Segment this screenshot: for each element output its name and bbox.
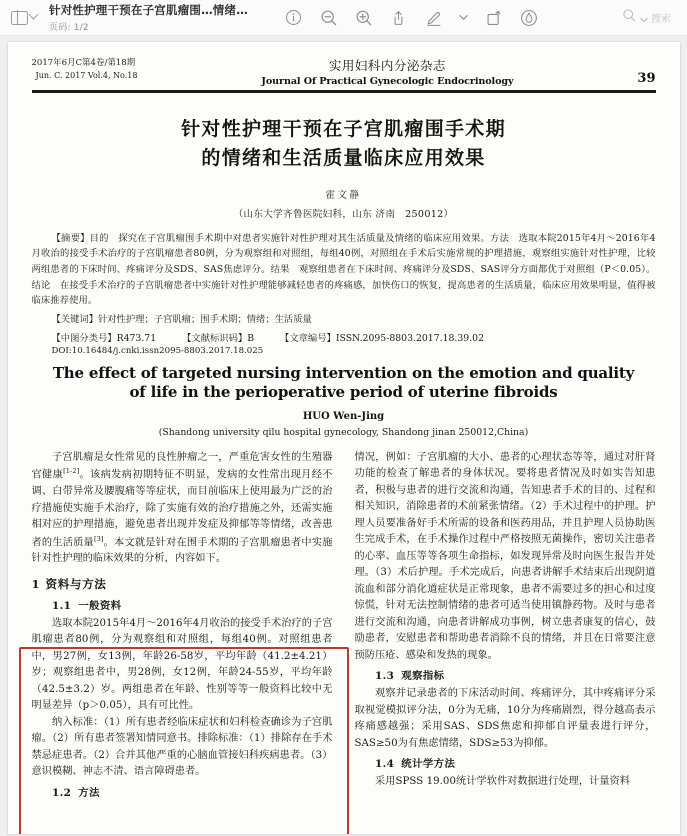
subsection-heading-1-2 xyxy=(32,785,333,802)
subsection-heading-1-3 xyxy=(355,668,656,685)
search-field[interactable] xyxy=(622,8,681,27)
header-rule xyxy=(32,90,656,93)
document-title: 针对性护理干预在子宫肌瘤围…情绪… xyxy=(49,3,248,17)
pdf-page xyxy=(8,42,680,834)
article-title-cn-line1: 针对性护理干预在子宫肌瘤围手术期 xyxy=(181,118,506,140)
subsection-1-1-title: 一般资料 xyxy=(78,599,122,612)
intro-part3: 。本文就是针对在围手术期的子宫肌瘤患者中实施针对性护理的临床效果的分析，内容如下。 xyxy=(31,536,333,565)
intro-paragraph xyxy=(32,450,333,568)
document-code: 【文献标识码】B xyxy=(182,332,255,344)
pen-markup-icon[interactable] xyxy=(424,8,444,28)
right-column xyxy=(355,450,656,803)
page-indicator: 页码: 1/2 xyxy=(49,23,89,33)
markup-chevron-down-icon[interactable] xyxy=(459,8,469,28)
right-column-paragraph-1: 情况，例如：子宫肌瘤的大小、患者的心理状态等等，通过对肝肾功能的检查了解患者的身体状况。要将患者情况及时如实告知患者，积极与患者的进行交流和沟通，告知患者手术的目的、过程和相关知识，消除患者的术前紧张情绪。（2）手术过程中的护理。护理人员要准备好手术所需的设备和医药用品，并且护理人员协助医生完成手术，在手术操作过程中严格按照无菌操作，密切关注患者的心率、血压等等各项生命指标，如发现异常及时向医生报告并处理。（3）术后护理。手术完成后，向患者讲解手术结束后出现阴道流血和部分消化道症状是正常现象，患者不需要过多的担心和过度惊慌，针对无法控制情绪的患者可适当使用镇静药物。及时与患者进行交流和沟通，向患者讲解成功事例，树立患者康复的信心，鼓励患者，安慰患者和帮助患者消除不良的情绪，并且在日常要注意预防压疮、感染和发热的现象。 xyxy=(354,451,656,661)
rotate-icon[interactable] xyxy=(484,8,504,28)
running-head-center xyxy=(137,56,637,87)
subsection-1-1-paragraph-2: 纳入标准：（1）所有患者经临床症状和妇科检查确诊为子宫肌瘤。（2）所有患者签署知情同意书。排除标准：（1）排除存在手术禁忌症患者。（2）合并其他严重的心脑血管接妇科疾病患者。（3）意识模糊、神志不清、语言障碍患者。 xyxy=(31,716,333,778)
author-en: HUO Wen-Jing xyxy=(302,410,385,422)
sidebar-toggle-group[interactable] xyxy=(6,11,37,25)
article-id: 【文章编号】ISSN.2095-8803.2017.18.39.02 xyxy=(280,332,484,344)
subsection-1-4-number: 1.4 xyxy=(375,758,395,771)
pdf-page-viewport[interactable] xyxy=(0,36,687,836)
journal-name-cn: 实用妇科内分泌杂志 xyxy=(328,58,446,73)
abstract-block xyxy=(32,231,656,309)
chevron-down-icon[interactable] xyxy=(29,10,39,20)
annotate-pen-icon[interactable] xyxy=(519,8,539,28)
page-number: 39 xyxy=(637,71,656,86)
document-title-block xyxy=(49,2,248,33)
subsection-1-3-paragraph: 观察并记录患者的下床活动时间、疼痛评分，其中疼痛评分采取视觉模拟评分法，0分为无痛，10分为疼痛剧烈，得分越高表示疼痛感越强；采用SAS、SDS焦虑和抑郁自评量表进行评分，SAS≥50为有焦虑情绪，SDS≥53为抑郁。 xyxy=(354,688,656,749)
body-columns xyxy=(32,450,656,803)
intro-part2: 。该病发病初期特征不明显，发病的女性常出现月经不调、白带异常及腰腹痛等等症状，而目前临床上使用最为广泛的治疗措施使实施手术治疗，除了实施有效的治疗措施之外，还需实施相对应的护理措施，避免患者出现并发症及抑郁等等情绪，改善患者的生活质量 xyxy=(31,469,333,548)
toolbar-actions xyxy=(284,8,539,28)
subsection-1-2-number: 1.2 xyxy=(52,786,72,799)
subsection-1-3-number: 1.3 xyxy=(375,670,395,683)
issue-cn: 2017年6月C第4卷/第18期 xyxy=(31,58,136,68)
pdf-viewer-toolbar xyxy=(0,0,687,36)
article-title-cn-line2: 的情绪和生活质量临床应用效果 xyxy=(201,146,486,169)
issue-en: Jun. C. 2017 Vol.4, No.18 xyxy=(35,70,138,80)
subsection-1-3-title: 观察指标 xyxy=(401,670,445,683)
share-icon[interactable] xyxy=(389,8,409,28)
info-icon[interactable] xyxy=(284,8,304,28)
search-icon[interactable] xyxy=(622,8,637,27)
section-1-number: 1 xyxy=(31,576,41,591)
intro-ref-1: [1-2] xyxy=(63,467,80,476)
author-cn: 霍文静 xyxy=(325,189,362,201)
journal-name-en: Journal Of Practical Gynecologic Endocrinology xyxy=(261,76,514,87)
classification-number: 【中图分类号】R473.71 xyxy=(51,332,157,344)
affiliation-en: (Shandong university qilu hospital gynecology, Shandong jinan 250012,China) xyxy=(158,426,529,438)
subsection-1-1-paragraph-1: 选取本院2015年4月～2016年4月收治的接受手术治疗的子宫肌瘤患者80例，分为观察组和对照组，每组40例。对照组患者中，男27例，女13例，年龄26-58岁，平均年龄（41.2±4.21）岁；观察组患者中，男28例，女12例，年龄24-55岁，平均年龄（42.5±3.2）岁。两组患者在年龄、性别等等一般资料比较中无明显差异（p＞0.05），具有可比性。 xyxy=(31,617,333,712)
subsection-1-2-title: 方法 xyxy=(78,786,100,799)
sidebar-toggle-icon[interactable] xyxy=(11,11,28,25)
subsection-heading-1-1 xyxy=(32,598,333,615)
article-title-en-line2: of life in the perioperative period of uterine fibroids xyxy=(129,383,558,402)
section-heading-1 xyxy=(32,575,333,594)
subsection-1-1-number: 1.1 xyxy=(52,599,72,612)
zoom-in-icon[interactable] xyxy=(354,8,374,28)
running-head xyxy=(32,56,656,87)
article-title-en-line1: The effect of targeted nursing intervention on the emotion and quality xyxy=(52,363,635,382)
article-title-en xyxy=(32,364,656,403)
search-chevron-down-icon[interactable] xyxy=(640,8,648,27)
search-input-placeholder[interactable]: 搜索 xyxy=(651,14,671,25)
subsection-1-4-title: 统计学方法 xyxy=(401,758,456,771)
section-1-title: 资料与方法 xyxy=(45,576,107,591)
doi: DOI:10.16484/j.cnki.issn2095-8803.2017.18.025 xyxy=(51,345,264,356)
affiliation-cn: （山东大学齐鲁医院妇科，山东 济南 250012） xyxy=(233,208,454,220)
article-title-cn xyxy=(32,115,656,173)
abstract-text: 【摘要】目的 探究在子宫肌瘤围手术期中对患者实施针对性护理对其生活质量及情绪的临床应用效果。方法 选取本院2015年4月～2016年4月收治的接受手术治疗的子宫肌瘤患者80例，分为观察组和对照组，每组40例，对照组在手术后实施常规的护理措施，观察组实施针对性护理，比较两组患者的下床时间、疼痛评分及SDS、SAS焦虑评分。结果 观察组患者在下床时间、疼痛评分及SDS、SAS评分方面都优于对照组（P＜0.05）。结论 在接受手术治疗的子宫肌瘤患者中实施针对性护理能够减轻患者的疼痛感，加快伤口的恢复，提高患者的生活质量，临床应用效果明显，值得被临床推荐使用。 xyxy=(31,232,656,307)
keywords: 【关键词】针对性护理；子宫肌瘤；围手术期；情绪；生活质量 xyxy=(51,313,312,325)
zoom-out-icon[interactable] xyxy=(319,8,339,28)
running-head-left xyxy=(32,56,138,82)
classification-line xyxy=(32,330,656,344)
subsection-heading-1-4 xyxy=(355,756,656,773)
subsection-1-4-paragraph: 采用SPSS 19.00统计学软件对数据进行处理，计量资料 xyxy=(375,776,631,788)
intro-part1: 子宫肌瘤是女性常见的良性肿瘤之一，严重危害女性的生殖器官健康 xyxy=(31,451,333,481)
intro-ref-2: [3] xyxy=(93,534,104,543)
left-column xyxy=(32,450,333,803)
